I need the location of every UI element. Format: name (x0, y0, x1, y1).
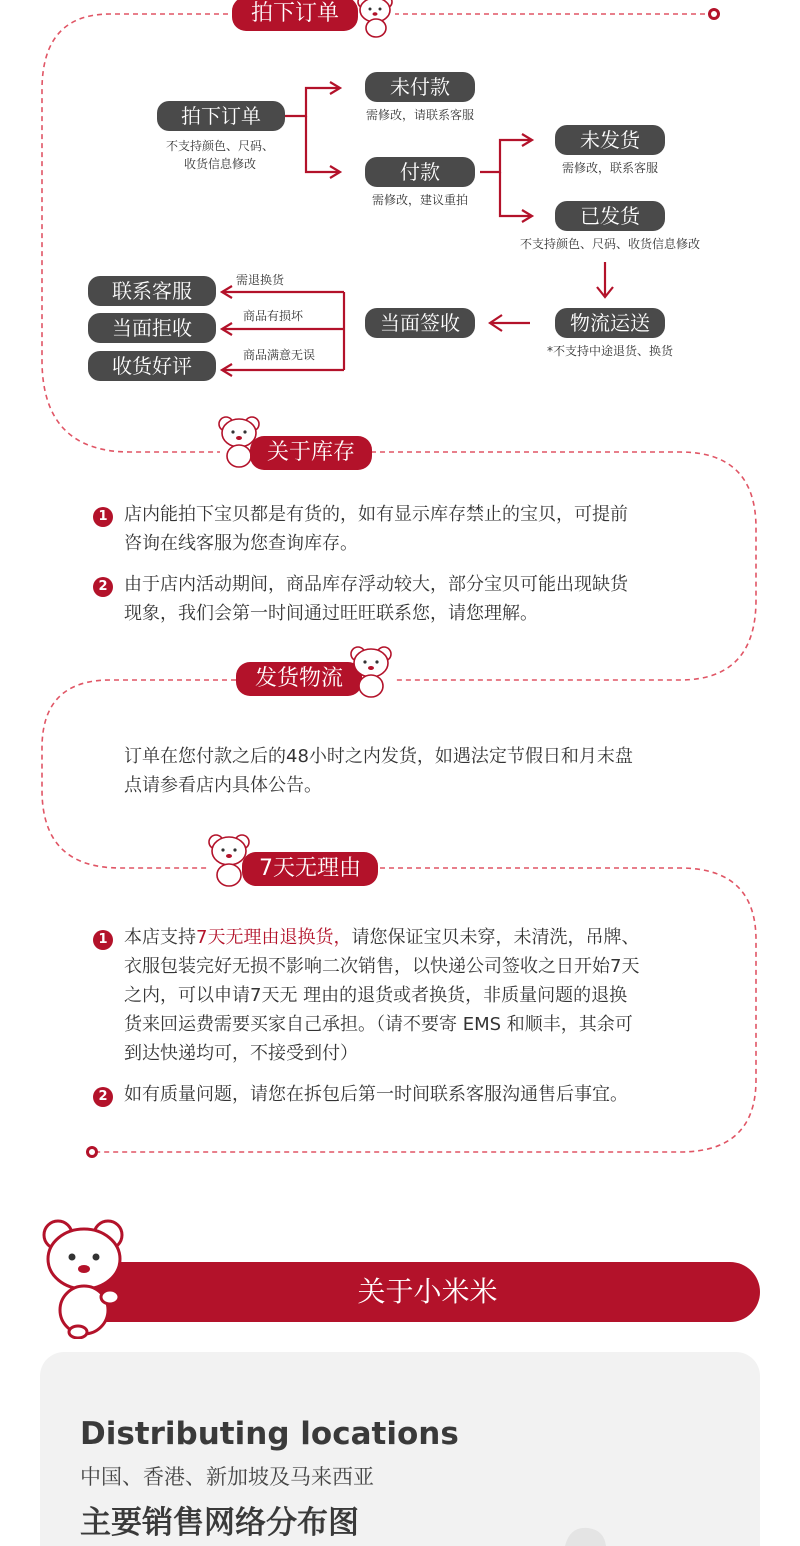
flow-branch-2: 商品有损坏 (243, 309, 304, 323)
shipping-section-header: 发货物流 (236, 662, 362, 696)
flow-note-shipped: 不支持颜色、尺码、收货信息修改 (519, 237, 700, 251)
returns-item-1-line-4: 货来回运费需要买家自己承担。（请不要寄 EMS 和顺丰，其余可 (124, 1014, 633, 1035)
shipping-line-2: 点请参看店内具体公告。 (124, 775, 322, 796)
flow-note-unpaid: 需修改，请联系客服 (365, 108, 474, 122)
distribution-cn-title: 主要销售网络分布图 (80, 1505, 359, 1541)
distribution-en-title: Distributing locations (80, 1416, 459, 1452)
returns-item-1-line-2: 衣服包装完好无损不影响二次销售，以快递公司签收之日开始7天 (124, 956, 640, 977)
flow-note-logistics: *不支持中途退货、换货 (546, 344, 673, 358)
flow-branch-3: 商品满意无误 (243, 348, 316, 362)
returns-item-1-pre: 本店支持 (124, 927, 196, 948)
flow-node-reject: 当面拒收 (88, 313, 216, 343)
stock-item-2-line-1: 由于店内活动期间，商品库存浮动较大，部分宝贝可能出现缺货 (124, 574, 628, 595)
bear-mascot-icon (348, 644, 396, 700)
flow-node-shipped: 已发货 (555, 201, 665, 231)
flow-note-unshipped: 需修改，联系客服 (561, 161, 658, 175)
bear-mascot-icon (38, 1215, 130, 1339)
flow-node-unpaid: 未付款 (365, 72, 475, 102)
map-fragment-icon (560, 1520, 610, 1546)
distribution-regions: 中国、香港、新加坡及马来西亚 (80, 1465, 374, 1489)
flow-node-contact: 联系客服 (88, 276, 216, 306)
returns-item-1-line-3: 之内，可以申请7天无 理由的退货或者换货，非质量问题的退换 (124, 985, 628, 1006)
flow-node-unshipped: 未发货 (555, 125, 665, 155)
returns-item-2-number: 2 (93, 1087, 113, 1107)
returns-highlight: 7天无理由退换货， (196, 927, 352, 948)
returns-item-1-post: 请您保证宝贝未穿，未清洗，吊牌、 (351, 927, 640, 948)
flow-note-order-2: 收货信息修改 (183, 157, 256, 171)
flow-node-paid: 付款 (365, 157, 475, 187)
flow-branch-1: 需退换货 (236, 273, 285, 287)
stock-item-2-line-2: 现象，我们会第一时间通过旺旺联系您，请您理解。 (124, 603, 538, 624)
flow-node-logistics: 物流运送 (555, 308, 665, 338)
shipping-line-1: 订单在您付款之后的48小时之内发货，如遇法定节假日和月末盘 (124, 746, 633, 767)
returns-item-2-line-1: 如有质量问题，请您在拆包后第一时间联系客服沟通售后事宜。 (124, 1084, 628, 1105)
returns-section-header: 7天无理由 (242, 852, 378, 886)
stock-item-2-number: 2 (93, 577, 113, 597)
flow-arrows (0, 0, 800, 400)
returns-item-1-line-5: 到达快递均可，不接受到付） (124, 1043, 358, 1064)
about-title: 关于小米米 (357, 1275, 498, 1308)
returns-item-1-line-1 (124, 923, 639, 952)
stock-section-header: 关于库存 (250, 436, 372, 470)
flow-note-paid: 需修改，建议重拍 (371, 193, 468, 207)
flow-note-order-1: 不支持颜色、尺码、 (165, 139, 274, 153)
flow-node-order: 拍下订单 (157, 101, 285, 131)
flow-node-sign: 当面签收 (365, 308, 475, 338)
order-section-header: 拍下订单 (232, 0, 358, 31)
stock-item-1-line-2: 咨询在线客服为您查询库存。 (124, 533, 358, 554)
stock-item-1-line-1: 店内能拍下宝贝都是有货的，如有显示库存禁止的宝贝，可提前 (124, 504, 628, 525)
flow-node-review: 收货好评 (88, 351, 216, 381)
returns-item-1-number: 1 (93, 930, 113, 950)
stock-item-1-number: 1 (93, 507, 113, 527)
